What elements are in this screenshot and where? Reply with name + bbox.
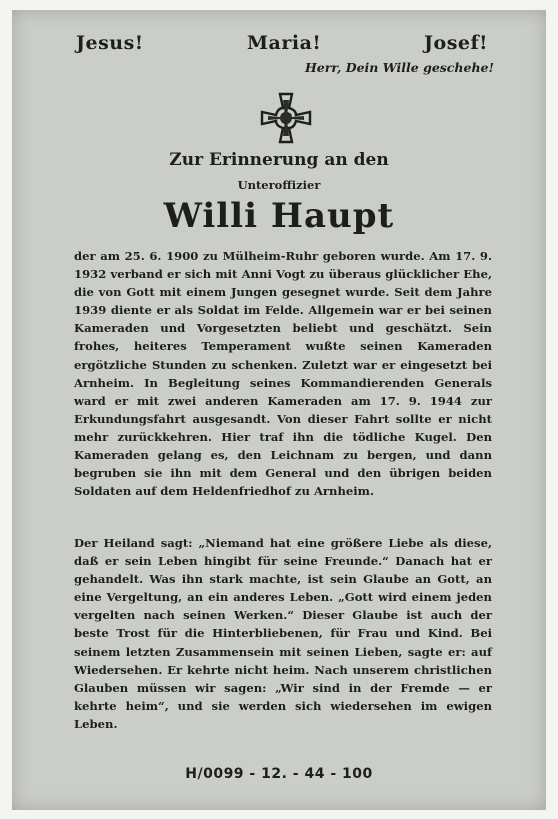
iron-cross-icon — [258, 90, 314, 146]
header-row — [12, 32, 546, 62]
header-left: Jesus! — [76, 32, 144, 54]
header-center: Maria! — [247, 32, 322, 54]
scripture-paragraph: Der Heiland sagt: „Niemand hat eine größere Liebe als diese, daß er sein Leben hingibt für seine Freunde.“ Danach hat er gehandelt. Was ihn stark machte, ist sein Glaube an Gott, an eine Vergeltung, an ein anderes Leben. „Gott wird einem jeden vergelten nach seinen Werken.“ Dieser Glaube ist auch der beste Trost für die Hinterbliebenen, für Frau und Kind. Bei seinem letzten Zusammensein mit seinen Lieben, sagte er: auf Wiedersehen. Er kehrte nicht heim. Nach unserem christlichen Glauben müssen wir sagen: „Wir sind in der Fremde — er kehrte heim“, und sie werden sich wiedersehen im ewigen Leben. — [74, 536, 492, 731]
rank: Unteroffizier — [237, 178, 321, 192]
deceased-name: Willi Haupt — [163, 196, 395, 236]
biography-paragraph: der am 25. 6. 1900 zu Mülheim-Ruhr geboren wurde. Am 17. 9. 1932 verband er sich mit Anni Vogt zu überaus glücklicher Ehe, die von Gott mit einem Jungen gesegnet wurde. Seit dem Jahre 1939 diente er als Soldat im Felde. Allgemein war er bei seinen Kameraden und Vorgesetzten beliebt und geschätzt. Sein frohes, heiteres Temperament wußte seinen Kameraden ergötzliche Stunden zu schenken. Zuletzt war er eingesetzt bei Arnheim. In Begleitung seines Kommandierenden Generals ward er mit zwei anderen Kameraden am 17. 9. 1944 zur Erkundungsfahrt ausgesandt. Von dieser Fahrt sollte er nicht mehr zurückkehren. Hier traf ihn die tödliche Kugel. Den Kameraden gelang es, den Leichnam zu bergen, und dann begruben sie ihn mit dem General und den übrigen beiden Soldaten auf dem Heldenfriedhof zu Arnheim. — [74, 249, 492, 499]
memorial-card — [12, 10, 546, 810]
header-right: Josef! — [424, 32, 488, 54]
intro-line: Zur Erinnerung an den — [169, 150, 389, 170]
header-motto: Herr, Dein Wille geschehe! — [305, 60, 494, 75]
print-code: H/0099 - 12. - 44 - 100 — [185, 766, 373, 782]
